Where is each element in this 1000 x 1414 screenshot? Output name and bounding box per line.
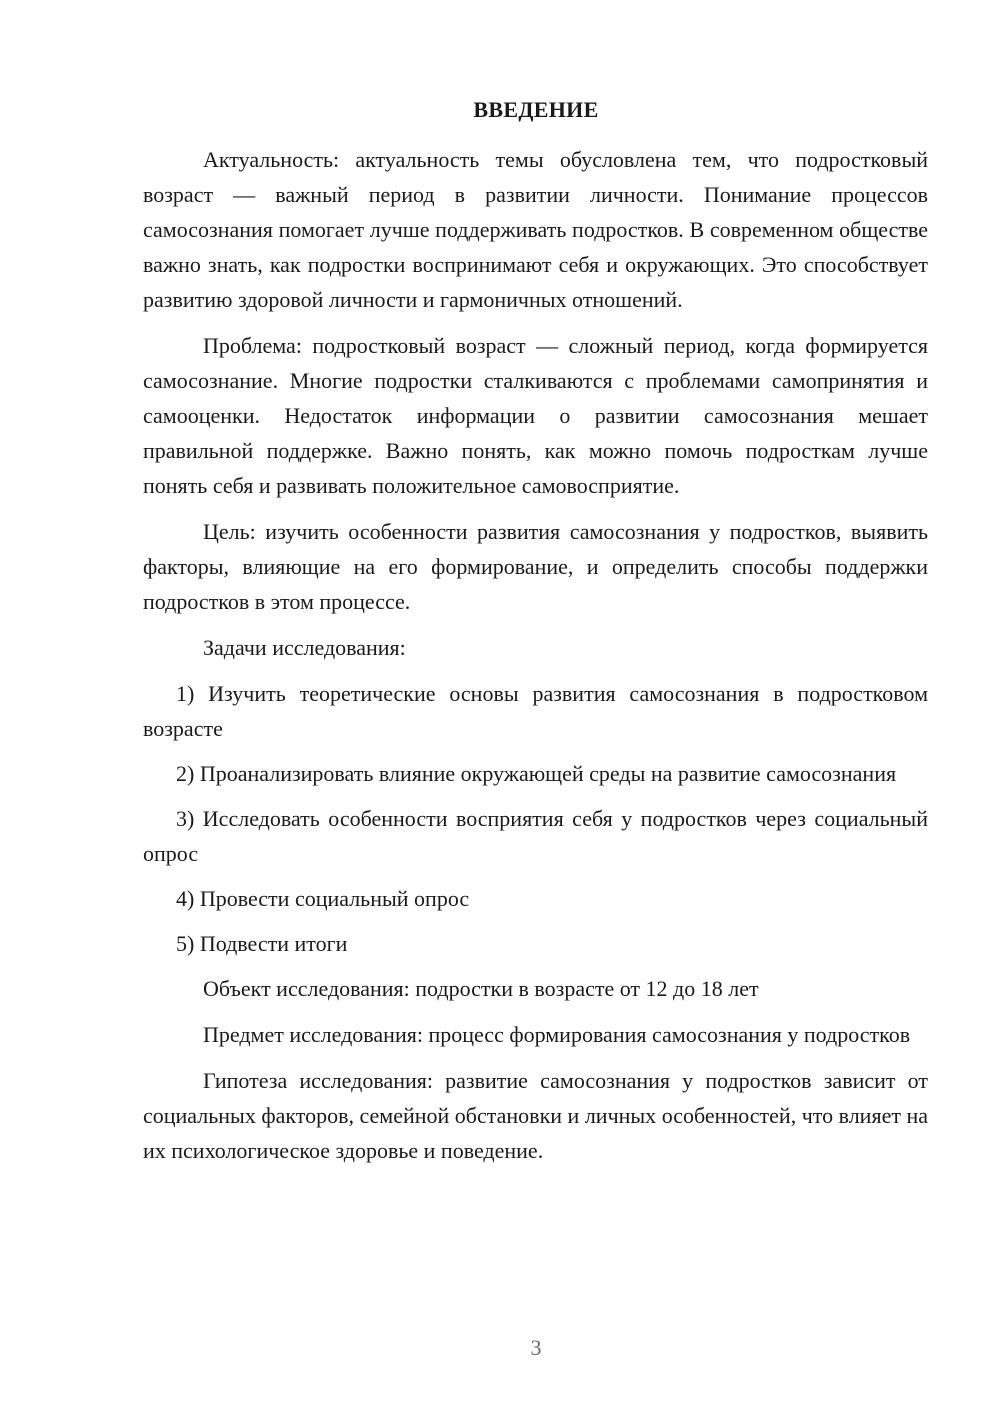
task-item-1: 1) Изучить теоретические основы развития самосознания в подростковом возрасте (143, 681, 928, 741)
paragraph-relevance: Актуальность: актуальность темы обусловлена тем, что подростковый возраст — важный период в развитии личности. Понимание процессов самосознания помогает лучше поддерживать подростков. В современном обществе важно знать, как подростки воспринимают себя и окружающих. Это способствует развитию здоровой личности и гармоничных отношений. (143, 147, 928, 312)
task-item-3: 3) Исследовать особенности восприятия себя у подростков через социальный опрос (143, 806, 928, 866)
paragraph-object: Объект исследования: подростки в возрасте от 12 до 18 лет (203, 976, 759, 1001)
document-body (143, 142, 928, 1179)
paragraph-tasks-heading: Задачи исследования: (203, 635, 406, 660)
task-item-4: 4) Провести социальный опрос (176, 886, 470, 911)
task-item-2: 2) Проанализировать влияние окружающей среды на развитие самосознания (176, 761, 897, 786)
paragraph-problem: Проблема: подростковый возраст — сложный период, когда формируется самосознание. Многие подростки сталкиваются с проблемами самопринятия и самооценки. Недостаток информации о развитии самосознания мешает правильной поддержке. Важно понять, как можно помочь подросткам лучше понять себя и развивать положительное самовосприятие. (143, 333, 928, 498)
page-number: 3 (530, 1335, 542, 1360)
page-title: ВВЕДЕНИЕ (473, 97, 599, 122)
paragraph-hypothesis: Гипотеза исследования: развитие самосознания у подростков зависит от социальных факторов, семейной обстановки и личных особенностей, что влияет на их психологическое здоровье и поведение. (143, 1068, 928, 1163)
task-item-5: 5) Подвести итоги (176, 931, 348, 956)
paragraph-subject: Предмет исследования: процесс формирования самосознания у подростков (203, 1022, 911, 1047)
paragraph-goal: Цель: изучить особенности развития самосознания у подростков, выявить факторы, влияющие на его формирование, и определить способы поддержки подростков в этом процессе. (143, 519, 928, 614)
